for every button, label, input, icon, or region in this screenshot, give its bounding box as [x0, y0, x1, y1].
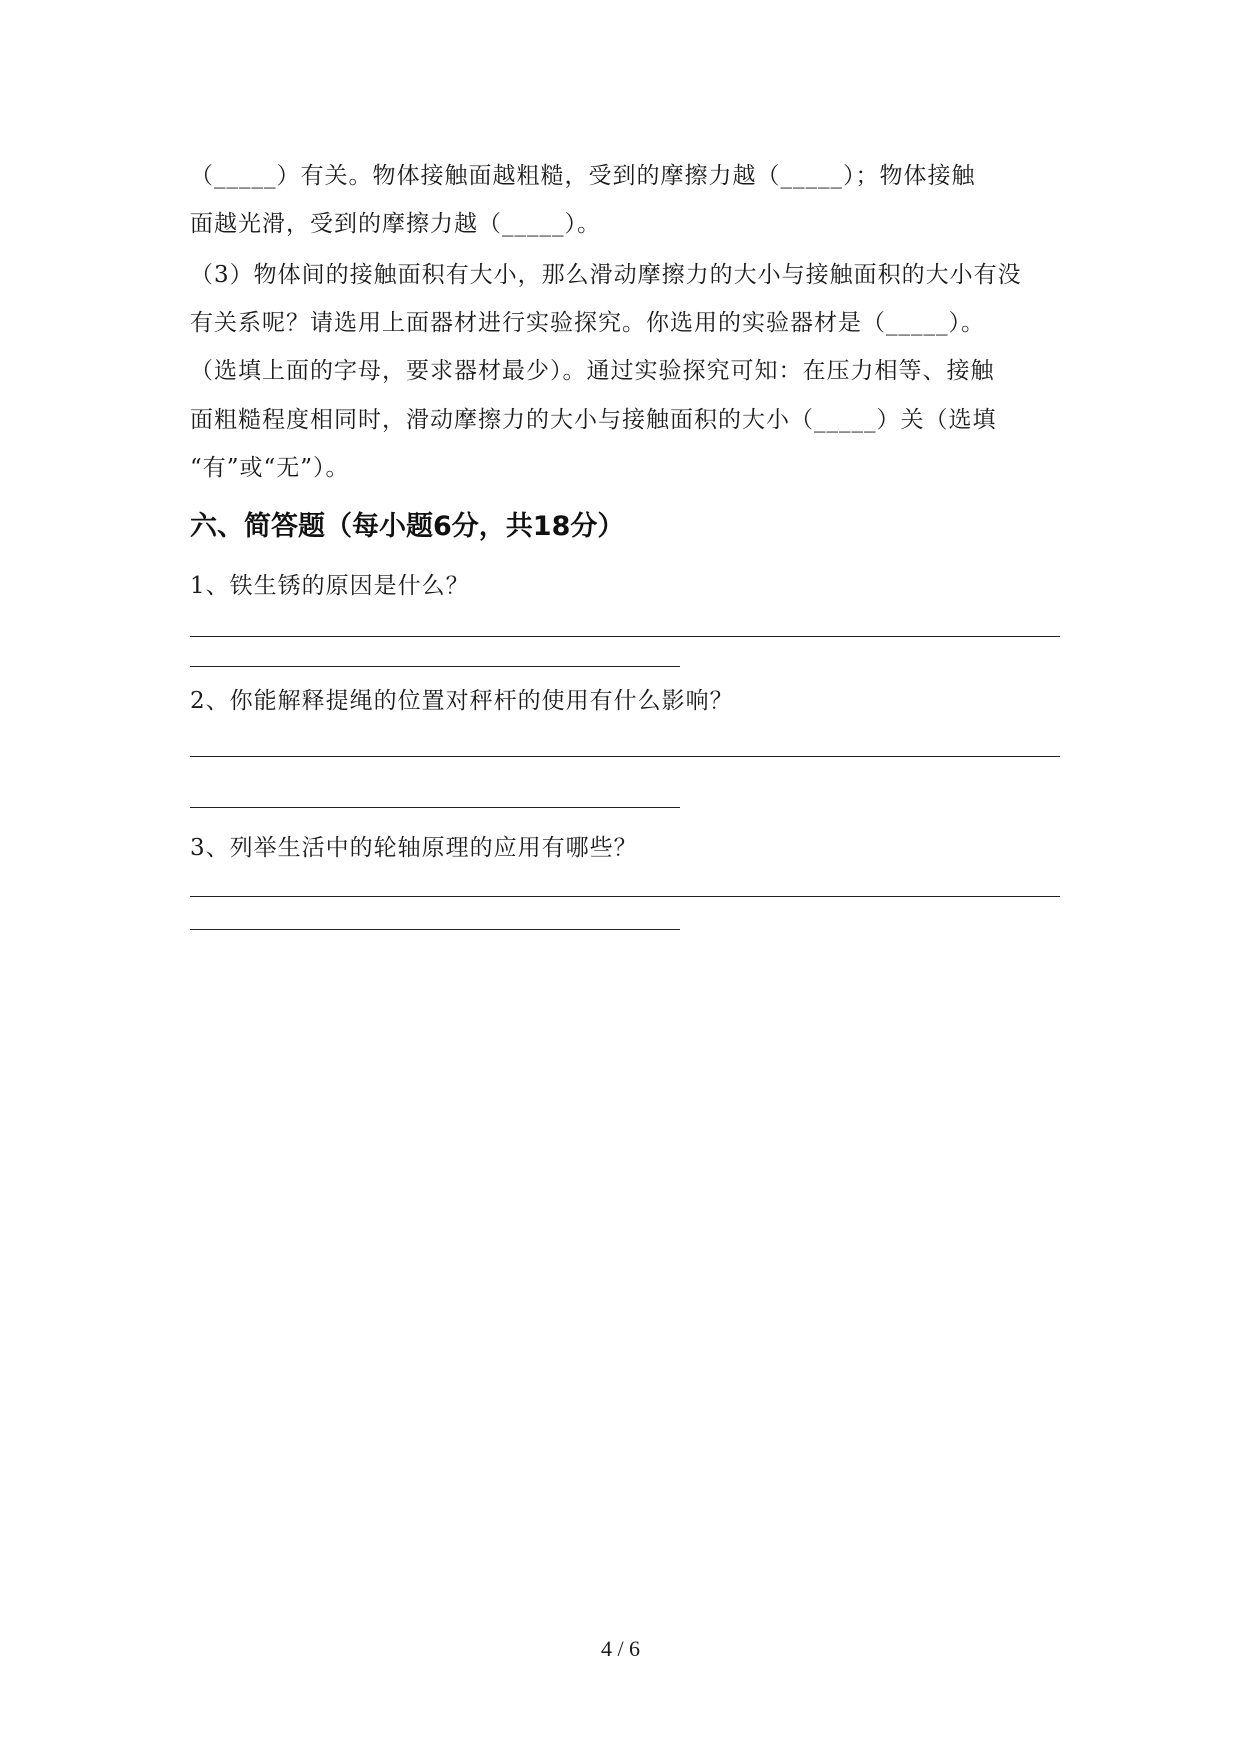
answer-line [190, 807, 680, 808]
text-line-1: （_____）有关。物体接触面越粗糙，受到的摩擦力越（_____）；物体接触 [190, 163, 976, 189]
question-1: 1、铁生锈的原因是什么？ [190, 573, 470, 599]
answer-line [190, 636, 1060, 637]
question-3: 3、列举生活中的轮轴原理的应用有哪些？ [190, 835, 638, 861]
answer-line [190, 929, 680, 930]
text-line-3: （3）物体间的接触面积有大小，那么滑动摩擦力的大小与接触面积的大小有没 [190, 262, 1022, 288]
text-line-5: （选填上面的字母，要求器材最少）。通过实验探究可知：在压力相等、接触 [190, 358, 995, 384]
text-line-7: “有”或“无”）。 [190, 455, 350, 481]
answer-line [190, 666, 680, 667]
text-line-2: 面越光滑，受到的摩擦力越（_____）。 [190, 211, 601, 237]
answer-line [190, 756, 1060, 757]
section-title: 六、简答题（每小题6分，共18分） [190, 511, 625, 542]
answer-line [190, 896, 1060, 897]
text-line-6: 面粗糙程度相同时，滑动摩擦力的大小与接触面积的大小（_____）关（选填 [190, 407, 997, 433]
question-2: 2、你能解释提绳的位置对秤杆的使用有什么影响？ [190, 688, 734, 714]
text-line-4: 有关系呢？请选用上面器材进行实验探究。你选用的实验器材是（_____）。 [190, 310, 985, 336]
page-number: 4 / 6 [600, 1636, 641, 1661]
